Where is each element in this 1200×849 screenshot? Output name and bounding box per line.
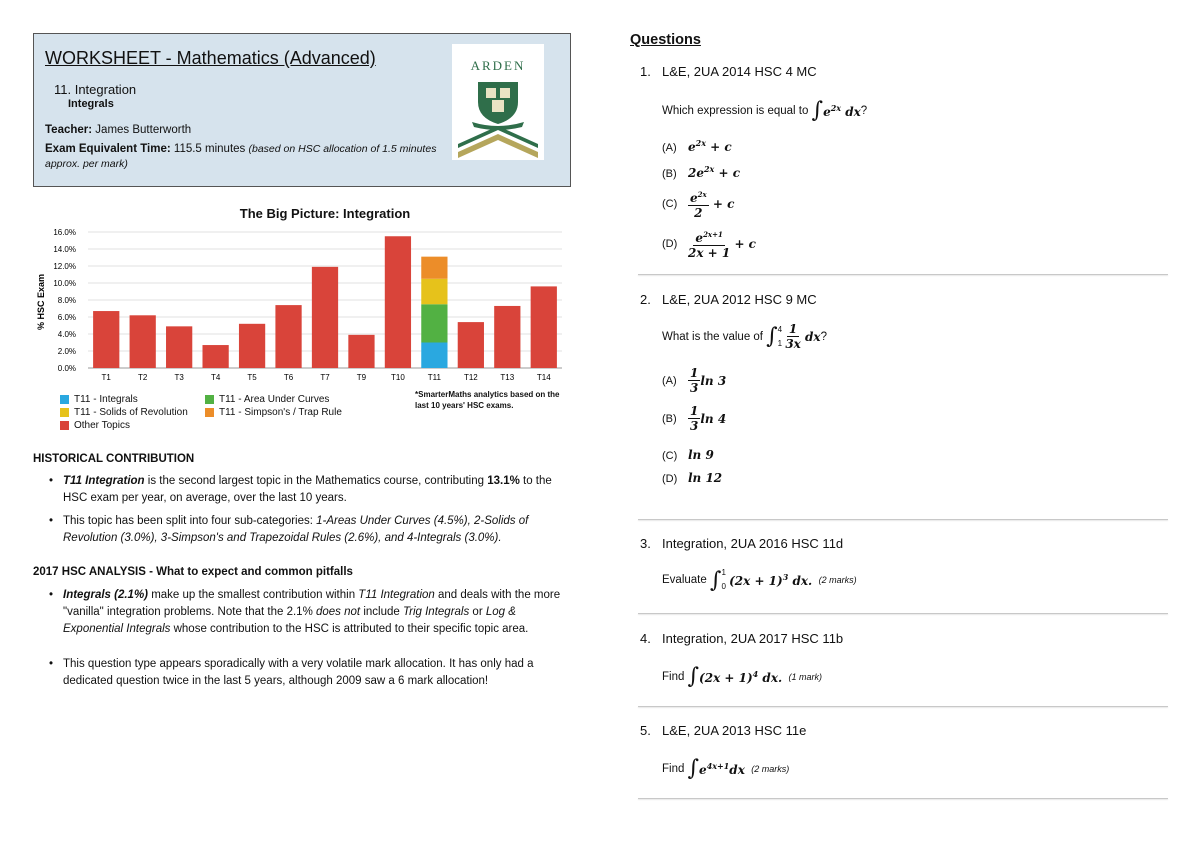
subtopic-title: Integrals [68,98,114,110]
bar-t5 [239,324,265,368]
bar-segment-t11 [421,279,447,305]
analysis-heading: 2017 HSC ANALYSIS - What to expect and common pitfalls [33,566,353,578]
bar-segment-t11 [421,257,447,279]
bar-t4 [202,345,228,368]
y-tick-label: 6.0% [57,313,76,322]
x-tick-label: T13 [500,373,515,382]
exam-time-line [45,142,445,172]
historical-bullet-2: • This topic has been split into four sub-categories: 1-Areas Under Curves (4.5%), 2-Solids of Revolution (3.0%), 3-Simpson's and Trapezoidal Rules (2.6%), and 4-Integrals (3.0%). [49,513,569,547]
teacher-line [45,124,191,136]
q1-option-c: (C) $\frac{e^{2x}}{2}$ + c [662,190,735,220]
chart-title: The Big Picture: Integration [239,206,411,221]
time-note: (based on HSC allocation of 1.5 minutes approx. per mark) [45,143,437,170]
y-tick-label: 2.0% [57,347,76,356]
bar-t3 [166,326,192,368]
y-tick-label: 12.0% [53,262,76,271]
x-tick-label: T7 [320,373,330,382]
legend-area: T11 - Area Under Curves [205,394,365,405]
legend-solids: T11 - Solids of Revolution [60,407,205,418]
q2-text: What is the value of ∫ 4 1 $\frac{1}{3x}$ dx ? [662,322,827,351]
time-value: 115.5 minutes [173,143,246,155]
bar-t10 [385,236,411,368]
q2-option-c: (C) ln 9 [662,448,714,462]
y-tick-label: 8.0% [57,296,76,305]
chart-bars [93,236,557,368]
bar-segment-t11 [421,304,447,342]
topic-title: 11. Integration [54,82,137,97]
arden-logo [452,44,544,160]
bar-chart [30,222,570,390]
questions-title: Questions [630,32,701,48]
time-label: Exam Equivalent Time: [45,143,171,155]
x-tick-label: T3 [174,373,184,382]
legend-integrals: T11 - Integrals [60,394,205,405]
q2-heading: 2. L&E, 2UA 2012 HSC 9 MC [640,292,817,307]
q2-option-d: (D) ln 12 [662,471,723,485]
x-tick-label: T9 [356,373,367,382]
chart-legend [60,394,365,431]
divider [638,519,1168,520]
q1-option-d: (D) $\frac{e^{2x+1}}{2x + 1}$ + c [662,230,756,260]
y-tick-label: 14.0% [53,245,76,254]
q1-option-b: (B) $2e^{2x} + c$ [662,164,741,180]
q3-heading: 3. Integration, 2UA 2016 HSC 11d [640,536,844,551]
x-tick-label: T4 [210,373,221,382]
q4-text: Find ∫ $(2x + 1)^4$ dx. (1 mark) [662,664,823,689]
bar-t7 [312,267,338,368]
x-tick-label: T1 [101,373,111,382]
x-tick-label: T2 [138,373,148,382]
historical-bullet-1: • T11 Integration is the second largest topic in the Mathematics course, contributing 13.1% to the HSC exam per year, on average, over the last 10 years. [49,473,569,507]
x-tick-label: T10 [391,373,405,382]
legend-other: Other Topics [60,420,205,431]
x-tick-label: T5 [247,373,257,382]
divider [638,706,1168,707]
logo-text: ARDEN [470,58,526,73]
y-tick-label: 16.0% [53,228,76,237]
bar-t14 [531,286,557,368]
q3-text: Evaluate ∫ 1 0 $(2x + 1)^3$ dx. (2 marks) [662,567,857,593]
analysis-bullet-1: • Integrals (2.1%) make up the smallest contribution within T11 Integration and deals with the more "vanilla" integration problems. Note that the 2.1% does not include Trig Integrals or Log & Exponential Integrals whose contribution to the HSC is attributed to their specific topic area. [49,587,569,638]
bar-t12 [458,322,484,368]
bar-t6 [275,305,301,368]
divider [638,798,1168,799]
divider [638,613,1168,614]
teacher-label: Teacher: [45,124,93,136]
y-axis-label: % HSC Exam [36,273,46,331]
y-tick-label: 10.0% [53,279,76,288]
x-tick-label: T11 [427,373,441,382]
q4-heading: 4. Integration, 2UA 2017 HSC 11b [640,631,844,646]
bar-segment-t11 [421,343,447,369]
q5-text: Find ∫ $e^{4x+1}dx$ (2 marks) [662,756,790,781]
y-tick-label: 4.0% [57,330,76,339]
bar-t9 [348,335,374,368]
historical-heading: HISTORICAL CONTRIBUTION [33,453,195,465]
x-tick-label: T6 [283,373,294,382]
x-tick-label: T12 [463,373,478,382]
y-tick-label: 0.0% [57,364,76,373]
bar-t1 [93,311,119,368]
legend-simpson: T11 - Simpson's / Trap Rule [205,407,365,418]
worksheet-title: WORKSHEET - Mathematics (Advanced) [45,48,376,68]
chart-note: *SmarterMaths analytics based on the last 10 years' HSC exams. [415,390,560,410]
bar-t2 [130,315,156,368]
x-tick-label: T14 [536,373,551,382]
q2-option-a: (A) $\frac{1}{3}$ ln 3 [662,366,727,395]
analysis-bullet-2: • This question type appears sporadically with a very volatile mark allocation. It has only had a dedicated question twice in the last 5 years, although 2009 saw a 6 mark allocation! [49,656,569,690]
teacher-name: James Butterworth [95,124,192,136]
divider [638,274,1168,275]
q1-option-a: (A) $e^{2x} + c$ [662,138,732,154]
q1-heading: 1. L&E, 2UA 2014 HSC 4 MC [640,64,817,79]
bar-t13 [494,306,520,368]
q2-option-b: (B) $\frac{1}{3}$ ln 4 [662,404,727,433]
q5-heading: 5. L&E, 2UA 2013 HSC 11e [640,723,807,738]
q1-text: Which expression is equal to ∫ $e^{2x}$ dx ? [662,98,868,123]
